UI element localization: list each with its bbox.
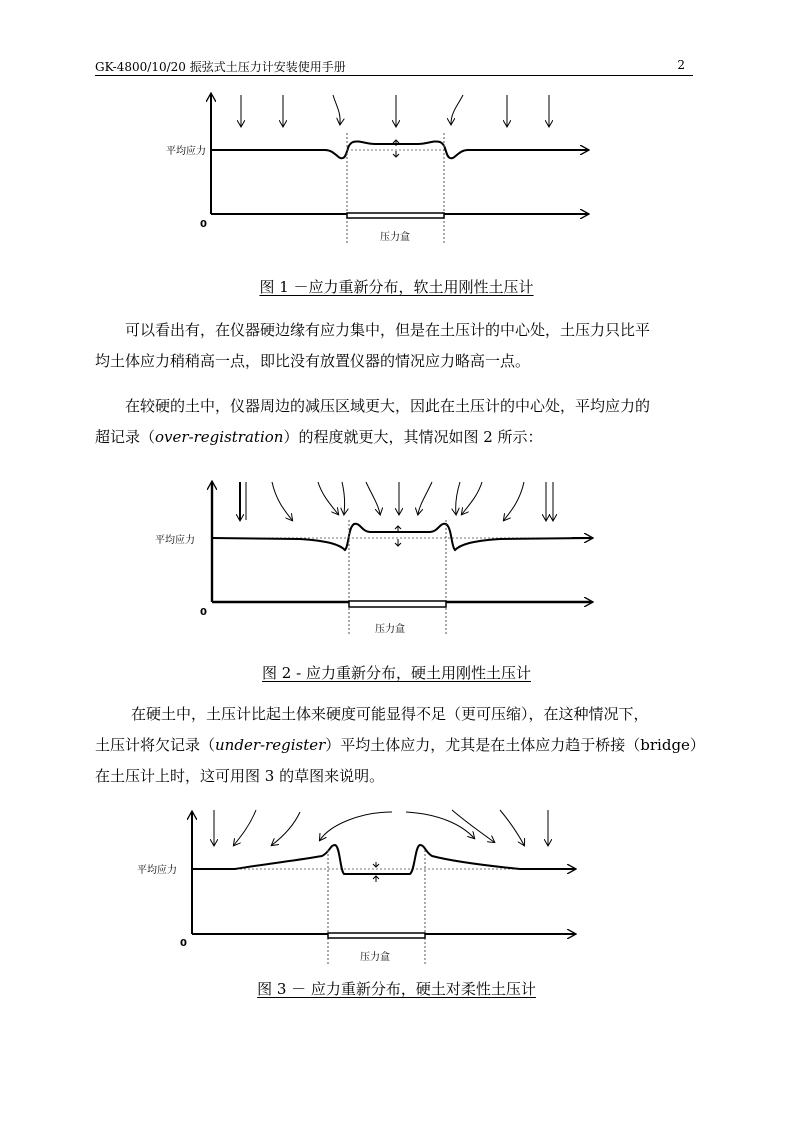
origin-label: 0	[200, 607, 207, 618]
page-number: 2	[677, 58, 685, 72]
figure-1-caption: 图 1 －应力重新分布，软土用刚性土压计	[259, 278, 534, 296]
pressure-cell-label: 压力盒	[375, 624, 405, 635]
y-axis-label: 平均应力	[137, 865, 177, 876]
term-under-register: under-register	[215, 736, 326, 754]
paragraph-3: 在硬土中，土压计比起土体来硬度可能显得不足（更可压缩），在这种情况下， 土压计将欠记录（under-register）平均土体应力，尤其是在土体应力趋于桥接（bridge） 在土压计上时，这可用图 3 的草图来说明。	[95, 705, 705, 785]
figure-3-caption: 图 3 － 应力重新分布，硬土对柔性土压计	[257, 980, 536, 998]
paragraph-2: 在较硬的土中，仪器周边的减压区域更大，因此在土压计的中心处，平均应力的 超记录（over-registration）的程度就更大，其情况如图 2 所示：	[95, 397, 651, 446]
y-axis-label: 平均应力	[155, 535, 195, 546]
origin-label: 0	[200, 219, 207, 230]
origin-label: 0	[180, 938, 187, 949]
pressure-cell	[328, 933, 425, 938]
figure-2-caption: 图 2 - 应力重新分布，硬土用刚性土压计	[262, 664, 531, 682]
header-title: GK-4800/10/20 振弦式土压力计安装使用手册	[95, 60, 346, 74]
pressure-cell-label: 压力盒	[360, 952, 390, 963]
y-axis-label: 平均应力	[166, 146, 206, 157]
paragraph-1: 可以看出有，在仪器硬边缘有应力集中，但是在土压计的中心处，土压力只比平 均土体应力稍稍高一点，即比没有放置仪器的情况应力略高一点。	[95, 321, 651, 370]
pressure-cell-label: 压力盒	[380, 232, 410, 243]
stress-curve	[192, 845, 575, 874]
term-over-registration: over-registration	[155, 428, 284, 446]
